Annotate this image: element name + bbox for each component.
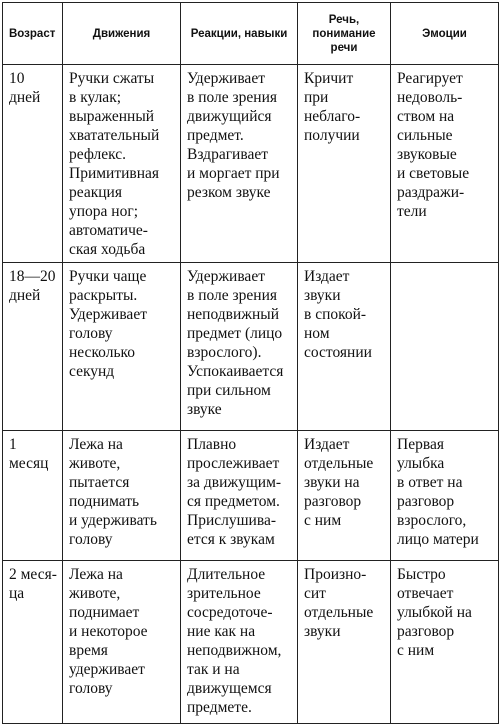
speech-cell: Издает звуки в спокой- ном состоянии [298,263,391,431]
table-row [3,561,499,724]
age-cell: 10 дней [3,65,63,263]
reactions-cell: Плавно прослеживает за движущим- ся предметом. Прислушива- ется к звукам [181,431,298,561]
table-row [3,65,499,263]
speech-cell: Издает отдельные звуки на разговор с ним [298,431,391,561]
development-table [2,2,499,724]
table-row [3,263,499,431]
table-header-row [3,3,499,65]
header-reactions: Реакции, навыки [181,3,298,65]
header-movements: Движения [63,3,181,65]
header-speech: Речь, понимание речи [298,3,391,65]
header-emotions: Эмоции [391,3,499,65]
reactions-cell: Удерживает в поле зрения неподвижный предмет (лицо взрослого). Успокаивается при сильном звуке [181,263,298,431]
movements-cell: Лежа на животе, пытается поднимать и удерживать голову [63,431,181,561]
emotions-cell: Реагирует недоволь- ством на сильные звуковые и световые раздражи- тели [391,65,499,263]
emotions-cell: Быстро отвечает улыбкой на разговор с ним [391,561,499,724]
age-cell: 2 меся- ца [3,561,63,724]
speech-cell: Кричит при неблаго- получии [298,65,391,263]
emotions-cell: Первая улыбка в ответ на разговор взрослого, лицо матери [391,431,499,561]
emotions-cell [391,263,499,431]
reactions-cell: Удерживает в поле зрения движущийся предмет. Вздрагивает и моргает при резком звуке [181,65,298,263]
table-row [3,431,499,561]
age-cell: 18—20 дней [3,263,63,431]
movements-cell: Ручки сжаты в кулак; выраженный хватательный рефлекс. Примитивная реакция упора ног; автоматиче- ская ходьба [63,65,181,263]
movements-cell: Ручки чаще раскрыты. Удерживает голову несколько секунд [63,263,181,431]
reactions-cell: Длительное зрительное сосредоточе- ние как на неподвижном, так и на движущемся предмете. [181,561,298,724]
movements-cell: Лежа на животе, поднимает и некоторое время удерживает голову [63,561,181,724]
speech-cell: Произно- сит отдельные звуки [298,561,391,724]
header-age: Возраст [3,3,63,65]
age-cell: 1 месяц [3,431,63,561]
